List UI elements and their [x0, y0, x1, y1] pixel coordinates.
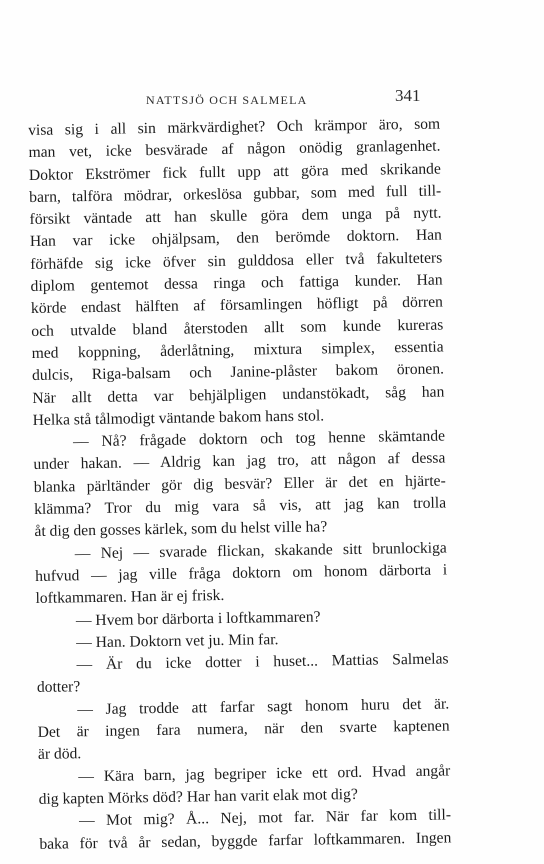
text-line: klämma? Tror du mig vara så vis, att jag kan trolla — [33, 494, 447, 518]
text-line: Helka stå tålmodigt väntande bakom hans stol. — [32, 407, 325, 429]
text-line: visa sig i all sin märkvärdighet? Och krämpor äro, som — [28, 115, 441, 139]
text-line: — Mot mig? Å... Nej, mot far. När far kom till- — [78, 806, 452, 830]
text-line: — Nej — svarade flickan, skakande sitt brunlockiga — [74, 539, 447, 562]
text-line: försikt väntade att han skulle göra dem unga på nytt. — [29, 204, 442, 229]
text-line: under hakan. — Aldrig kan jag tro, att någon af dessa — [33, 449, 446, 474]
text-line: — Är du icke dotter i huset... Mattias Salmelas — [76, 650, 449, 674]
text-line: diplom gentemot dessa ringa och fattiga kunder. Han — [30, 271, 443, 296]
text-line: Han var icke ohjälpsam, den berömde doktorn. Han — [29, 226, 442, 251]
text-line: man vet, icke besvärade af någon onödig granlagenhet. — [28, 137, 441, 162]
text-line: Det är ingen fara numera, när den svarte kaptenen — [37, 717, 450, 741]
text-line: Doktor Ekströmer fick fullt upp att göra med skrikande — [28, 160, 441, 184]
text-line: blanka pärltänder gör dig besvär? Eller är det en hjärte- — [33, 472, 446, 496]
text-line: är död. — [37, 745, 82, 764]
text-line: åt dig den gosses kärlek, som du helst ville ha? — [34, 518, 328, 541]
body-text — [28, 113, 460, 855]
text-line: När allt detta var behjälpligen undanstökadt, såg han — [32, 383, 445, 407]
text-line: dig kapten Mörks död? Har han varit elak mot dig? — [38, 785, 358, 808]
text-line: barn, talföra mödrar, orkeslösa gubbar, som med full till- — [29, 182, 442, 206]
page-number: 341 — [395, 86, 421, 105]
running-title: NATTSJÖ OCH SALMELA — [146, 93, 308, 107]
text-line: — Nå? frågade doktorn och tog henne skämtande — [72, 427, 446, 451]
text-line: körde endast hälften af församlingen höfligt på dörren — [30, 293, 444, 318]
text-line: med koppning, åderlåtning, mixtura simplex, essentia — [31, 338, 444, 362]
text-line: — Kära barn, jag begriper icke ett ord. Hvad angår — [78, 762, 451, 785]
text-line: hufvud — jag ville fråga doktorn om honom därborta i — [35, 561, 448, 585]
text-line: dotter? — [36, 678, 81, 697]
text-line: — Jag trodde att farfar sagt honom huru det är. — [77, 695, 450, 719]
text-line: — Hvem bor därborta i loftkammaren? — [75, 607, 321, 629]
text-line: baka för två år sedan, byggde farfar loftkammaren. Ingen — [39, 828, 452, 853]
text-line: — Han. Doktorn vet ju. Min far. — [76, 630, 279, 652]
text-line: dulcis, Riga-balsam och Janine-plåster bakom öronen. — [31, 360, 445, 385]
text-line: loftkammaren. Han är ej frisk. — [35, 587, 225, 608]
text-line: förhäfde sig icke öfver sin gulddosa eller två fakulteters — [30, 249, 443, 273]
text-line: och utvalde bland återstoden allt som kunde kureras — [31, 316, 444, 340]
